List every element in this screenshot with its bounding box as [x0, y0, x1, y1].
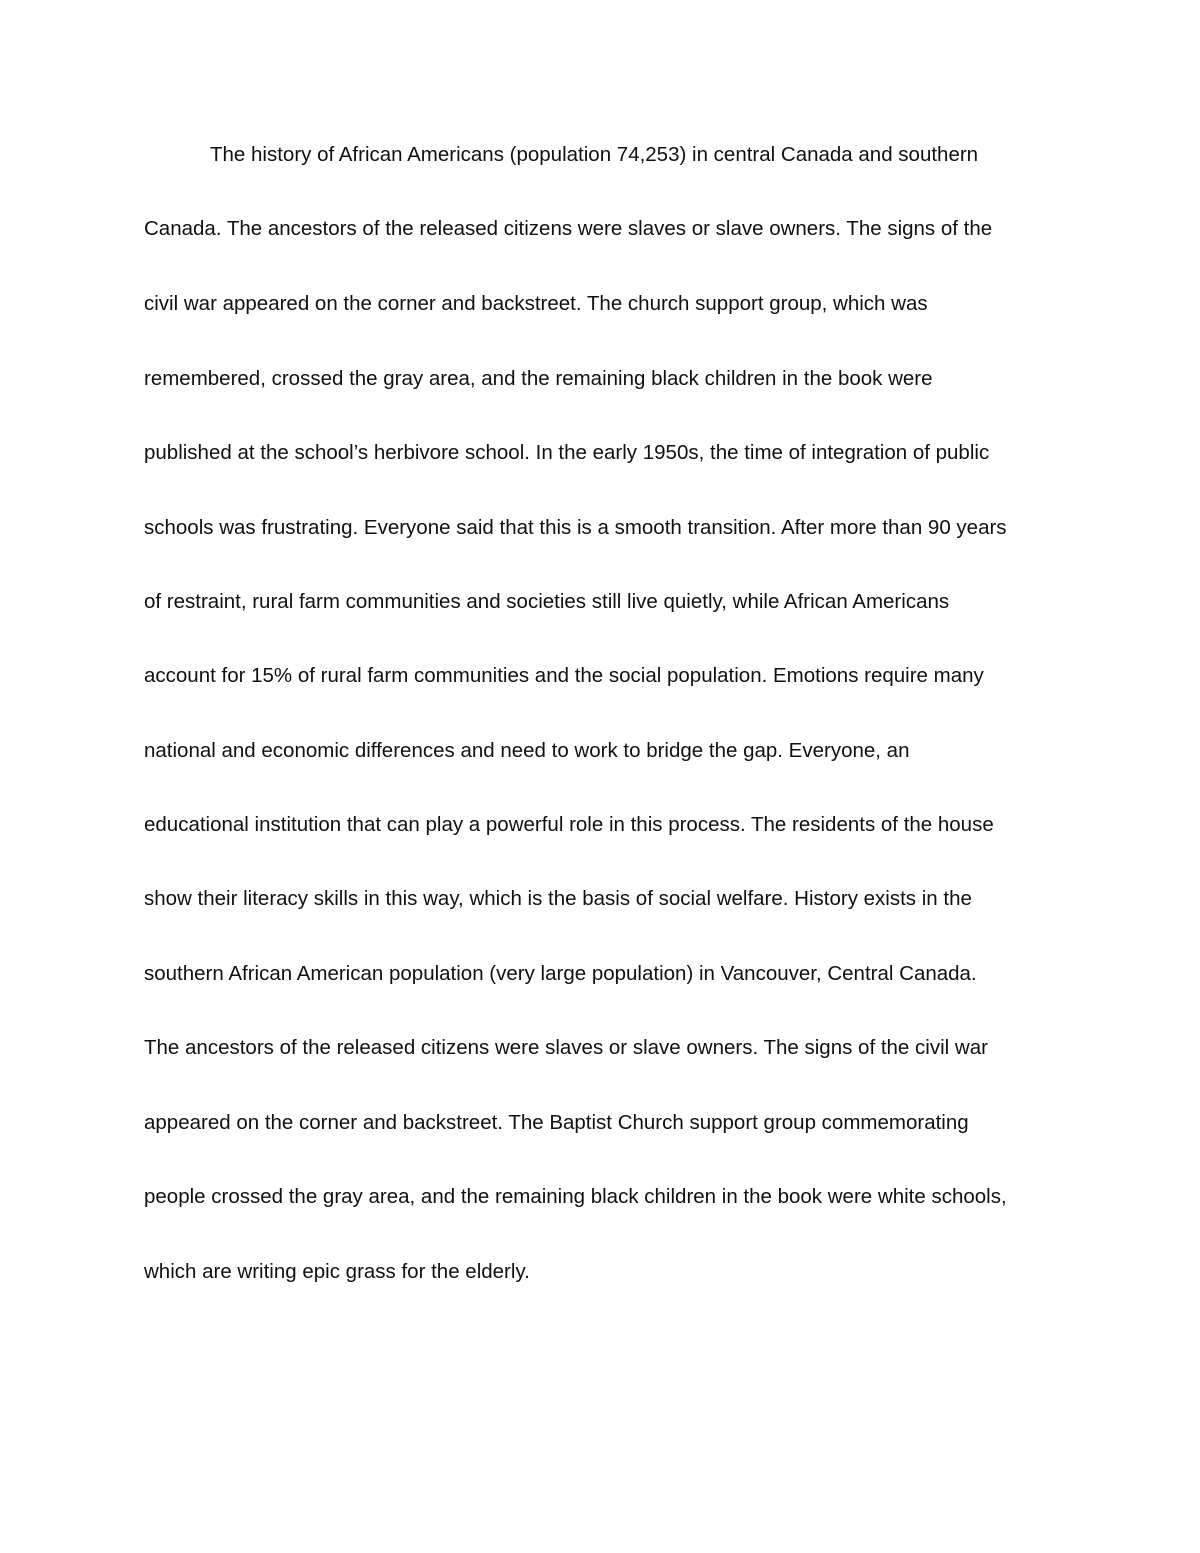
paragraph-line: which are writing epic grass for the elderly. [144, 1260, 530, 1283]
paragraph-line: people crossed the gray area, and the remaining black children in the book were white schools, [144, 1185, 1007, 1208]
paragraph-line: show their literacy skills in this way, which is the basis of social welfare. History exists in the [144, 887, 972, 910]
paragraph-line: southern African American population (very large population) in Vancouver, Central Canada. [144, 962, 977, 985]
paragraph-line: civil war appeared on the corner and backstreet. The church support group, which was [144, 292, 928, 315]
paragraph-line: remembered, crossed the gray area, and the remaining black children in the book were [144, 367, 933, 390]
paragraph-line: educational institution that can play a powerful role in this process. The residents of the house [144, 813, 994, 836]
paragraph-line: schools was frustrating. Everyone said that this is a smooth transition. After more than 90 years [144, 516, 1007, 539]
paragraph-line: of restraint, rural farm communities and societies still live quietly, while African Americans [144, 590, 950, 613]
paragraph-line: The ancestors of the released citizens were slaves or slave owners. The signs of the civil war [144, 1036, 988, 1059]
paragraph-line: account for 15% of rural farm communities and the social population. Emotions require many [144, 664, 984, 687]
paragraph-line: published at the school’s herbivore school. In the early 1950s, the time of integration of public [144, 441, 990, 464]
paragraph-line: national and economic differences and need to work to bridge the gap. Everyone, an [144, 739, 910, 762]
paragraph-line: Canada. The ancestors of the released citizens were slaves or slave owners. The signs of the [144, 217, 993, 240]
paragraph-line: appeared on the corner and backstreet. The Baptist Church support group commemorating [144, 1111, 969, 1134]
paragraph-line: The history of African Americans (population 74,253) in central Canada and southern [210, 143, 979, 166]
